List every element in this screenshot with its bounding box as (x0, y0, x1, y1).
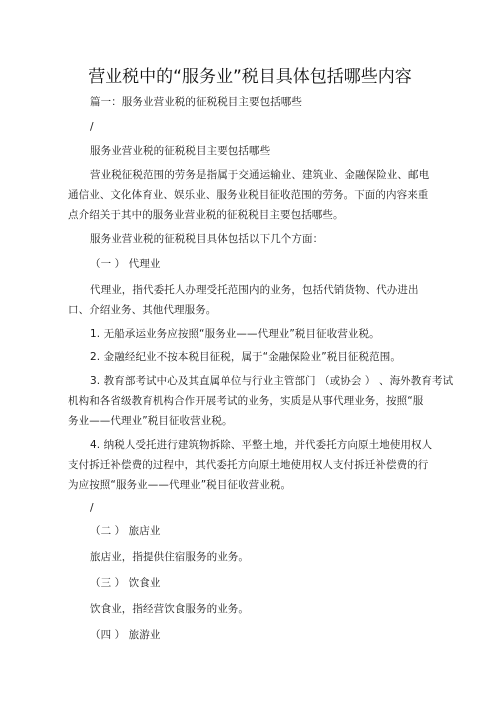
paragraph-line: 旅店业，指提供住宿服务的业务。 (90, 551, 249, 563)
paragraph-line: 通信业、文化体育业、娱乐业、服务业税目征收范围的劳务。下面的内容来重 (68, 189, 429, 201)
separator-slash: / (90, 121, 94, 133)
paragraph-line: 服务业营业税的征税税目具体包括以下几个方面： (90, 233, 324, 245)
list-item-continued: 务业——代理业”税目征收营业税。 (68, 415, 233, 427)
section-heading: 篇一：服务业营业税的征税税目主要包括哪些 (90, 96, 302, 108)
paragraph-line: 点介绍关于其中的服务业营业税的征税税目主要包括哪些。 (68, 209, 344, 221)
list-item-continued: 为应按照“服务业——代理业”税目征收营业税。 (68, 479, 292, 491)
paragraph-line: 营业税征税范围的劳务是指属于交通运输业、建筑业、金融保险业、邮电 (90, 169, 430, 181)
subheading-tourism: （四 ） 旅游业 (90, 629, 161, 641)
list-item-continued: 机构和各省级教育机构合作开展考试的业务，实质是从事代理业务，按照“服 (68, 395, 424, 407)
list-item: 3. 教育部考试中心及其直属单位与行业主管部门 （或协会 ） 、海外教育考试 (90, 375, 454, 387)
subheading-catering: （三 ） 饮食业 (90, 577, 161, 589)
separator-slash: / (90, 502, 94, 514)
list-item: 4. 纳税人受托进行建筑物拆除、平整土地，并代委托方向原土地使用权人 (90, 439, 433, 451)
subheading-hotel: （二 ） 旅店业 (90, 525, 161, 537)
paragraph-line: 口、介绍业务、其他代理服务。 (68, 304, 217, 316)
paragraph-line: 饮食业，指经营饮食服务的业务。 (90, 603, 249, 615)
document-title: 营业税中的“服务业”税目具体包括哪些内容 (88, 67, 412, 87)
list-item-continued: 支付拆迁补偿费的过程中，其代委托方向原土地使用权人支付拆迁补偿费的行 (68, 459, 429, 471)
subheading-agency: （一 ） 代理业 (90, 258, 161, 270)
paragraph-line: 服务业营业税的征税税目主要包括哪些 (90, 145, 271, 157)
list-item: 2. 金融经纪业不按本税目征税，属于“金融保险业”税目征税范围。 (90, 351, 401, 363)
paragraph-line: 代理业，指代委托人办理受托范围内的业务，包括代销货物、代办进出 (90, 284, 419, 296)
list-item: 1. 无船承运业务应按照“服务业——代理业”税目征收营业税。 (90, 328, 380, 340)
